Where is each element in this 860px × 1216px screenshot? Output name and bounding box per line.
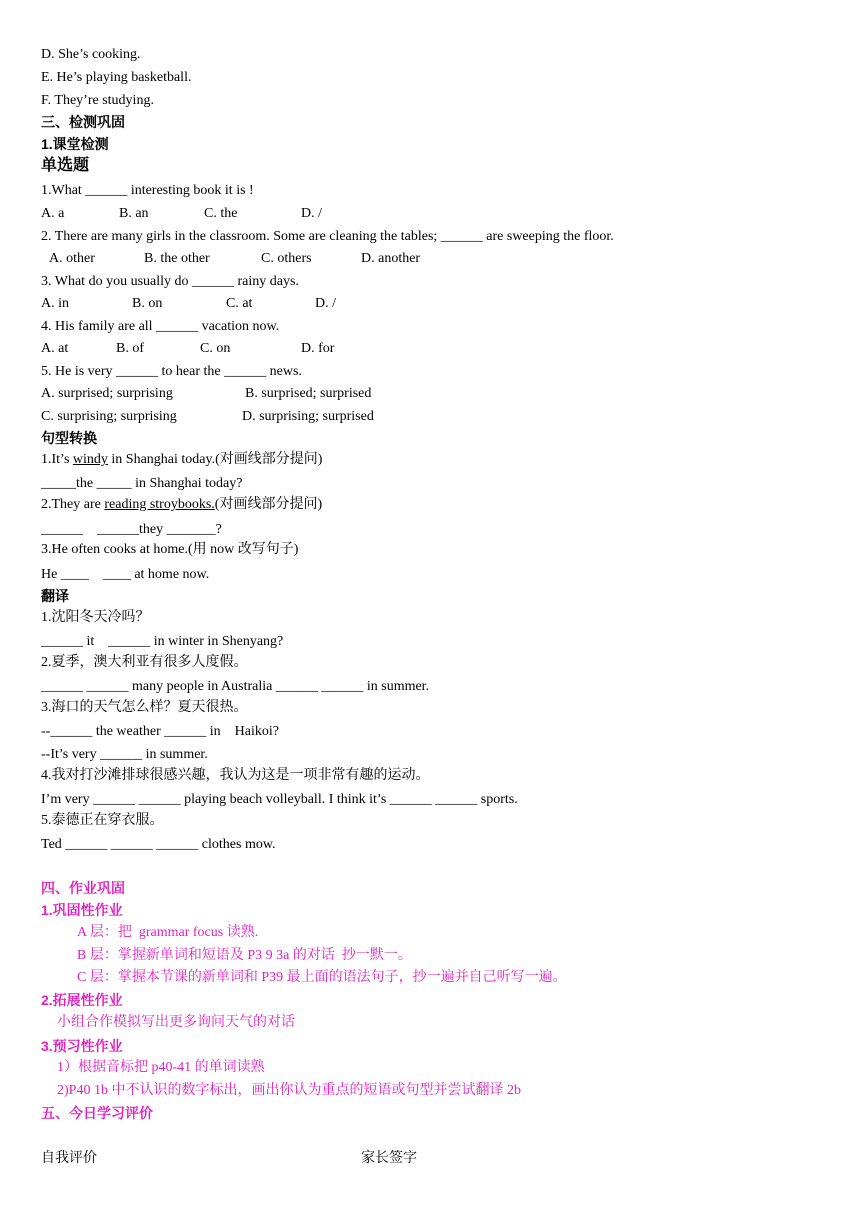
translate-4: 4.我对打沙滩排球很感兴趣，我认为这是一项非常有趣的运动。: [41, 768, 430, 783]
translate-2-answer: ______ ______ many people in Australia ______ ______ in summer.: [41, 679, 430, 694]
q2-option-b: B. the other: [144, 251, 210, 266]
option-d: D. She’s cooking.: [41, 47, 141, 62]
option-e: E. He’s playing basketball.: [41, 70, 192, 85]
preview-2: 2)P40 1b 中不认识的数字标出，画出你认为重点的短语或句型并尝试翻译 2b: [57, 1083, 521, 1098]
option-f: F. They’re studying.: [41, 93, 154, 108]
q3-option-d: D. /: [315, 296, 336, 311]
transform-3: 3.He often cooks at home.(用 now 改写句子): [41, 542, 299, 557]
extension-text: 小组合作模拟写出更多询问天气的对话: [57, 1015, 295, 1030]
q2-option-c: C. others: [261, 251, 312, 266]
q4-option-d: D. for: [301, 341, 335, 356]
transform-2-post: (对画线部分提问): [214, 497, 323, 512]
transform-1-answer: _____the _____ in Shanghai today?: [41, 476, 243, 491]
q3-option-b: B. on: [132, 296, 163, 311]
q1-option-d: D. /: [301, 206, 322, 221]
preview-1: 1）根据音标把 p40-41 的单词读熟: [57, 1060, 265, 1075]
question-3: 3. What do you usually do ______ rainy days.: [41, 274, 299, 289]
transform-2-pre: 2.They are: [41, 497, 105, 512]
section3-title: 三、检测巩固: [41, 114, 125, 130]
homework-a: A 层：把 grammar focus 读熟.: [77, 925, 259, 940]
q2-option-a: A. other: [49, 251, 95, 266]
translate-2: 2.夏季，澳大利亚有很多人度假。: [41, 655, 248, 670]
q1-option-a: A. a: [41, 206, 65, 221]
transform-3-answer: He ____ ____ at home now.: [41, 567, 210, 582]
translate-3: 3.海口的天气怎么样？夏天很热。: [41, 700, 248, 715]
question-2: 2. There are many girls in the classroom. Some are cleaning the tables; ______ are sweeping the floor.: [41, 229, 614, 244]
transform-1-underlined: windy: [72, 452, 108, 467]
transform-title: 句型转换: [41, 430, 97, 446]
q3-option-a: A. in: [41, 296, 69, 311]
translate-title: 翻译: [41, 588, 69, 604]
q5-option-d: D. surprising; surprised: [242, 409, 374, 424]
transform-2-underlined: reading stroybooks.: [104, 497, 215, 512]
translate-3-answer-1: --______ the weather ______ in Haikoi?: [41, 724, 279, 739]
q1-option-b: B. an: [119, 206, 149, 221]
parent-sign-label: 家长签字: [361, 1151, 417, 1166]
mc-title: 单选题: [41, 157, 90, 174]
q4-option-b: B. of: [116, 341, 144, 356]
section3-sub1: 1.课堂检测: [41, 136, 109, 152]
translate-1-answer: ______ it ______ in winter in Shenyang?: [41, 634, 284, 649]
question-1: 1.What ______ interesting book it is !: [41, 183, 254, 198]
q5-option-c: C. surprising; surprising: [41, 409, 177, 424]
section5-title: 五、今日学习评价: [41, 1105, 153, 1121]
transform-2-answer: ______ ______they _______?: [41, 522, 222, 537]
transform-1-pre: 1.It’s: [41, 452, 73, 467]
translate-3-answer-2: --It’s very ______ in summer.: [41, 747, 208, 762]
homework-b: B 层：掌握新单词和短语及 P3 9 3a 的对话 抄一默一。: [77, 948, 412, 963]
q3-option-c: C. at: [226, 296, 253, 311]
transform-2: [41, 496, 322, 514]
translate-4-answer: I’m very ______ ______ playing beach volleyball. I think it’s ______ ______ sports.: [41, 792, 518, 807]
section4-title: 四、作业巩固: [41, 880, 125, 896]
transform-1-post: in Shanghai today.(对画线部分提问): [107, 452, 323, 467]
q2-option-d: D. another: [361, 251, 421, 266]
q5-option-b: B. surprised; surprised: [245, 386, 372, 401]
question-4: 4. His family are all ______ vacation now.: [41, 319, 280, 334]
translate-5-answer: Ted ______ ______ ______ clothes mow.: [41, 837, 276, 852]
translate-5: 5.泰德正在穿衣服。: [41, 813, 164, 828]
section4-sub3: 3.预习性作业: [41, 1038, 123, 1054]
homework-c: C 层：掌握本节课的新单词和 P39 最上面的语法句子，抄一遍并自己听写一遍。: [77, 970, 567, 985]
section4-sub2: 2.拓展性作业: [41, 992, 123, 1008]
translate-1: 1.沈阳冬天冷吗？: [41, 610, 150, 625]
q4-option-a: A. at: [41, 341, 69, 356]
q1-option-c: C. the: [204, 206, 238, 221]
q4-option-c: C. on: [200, 341, 231, 356]
q5-option-a: A. surprised; surprising: [41, 386, 173, 401]
self-eval-label: 自我评价: [41, 1151, 97, 1166]
section4-sub1: 1.巩固性作业: [41, 902, 123, 918]
question-5: 5. He is very ______ to hear the ______ news.: [41, 364, 302, 379]
transform-1: [41, 451, 322, 469]
